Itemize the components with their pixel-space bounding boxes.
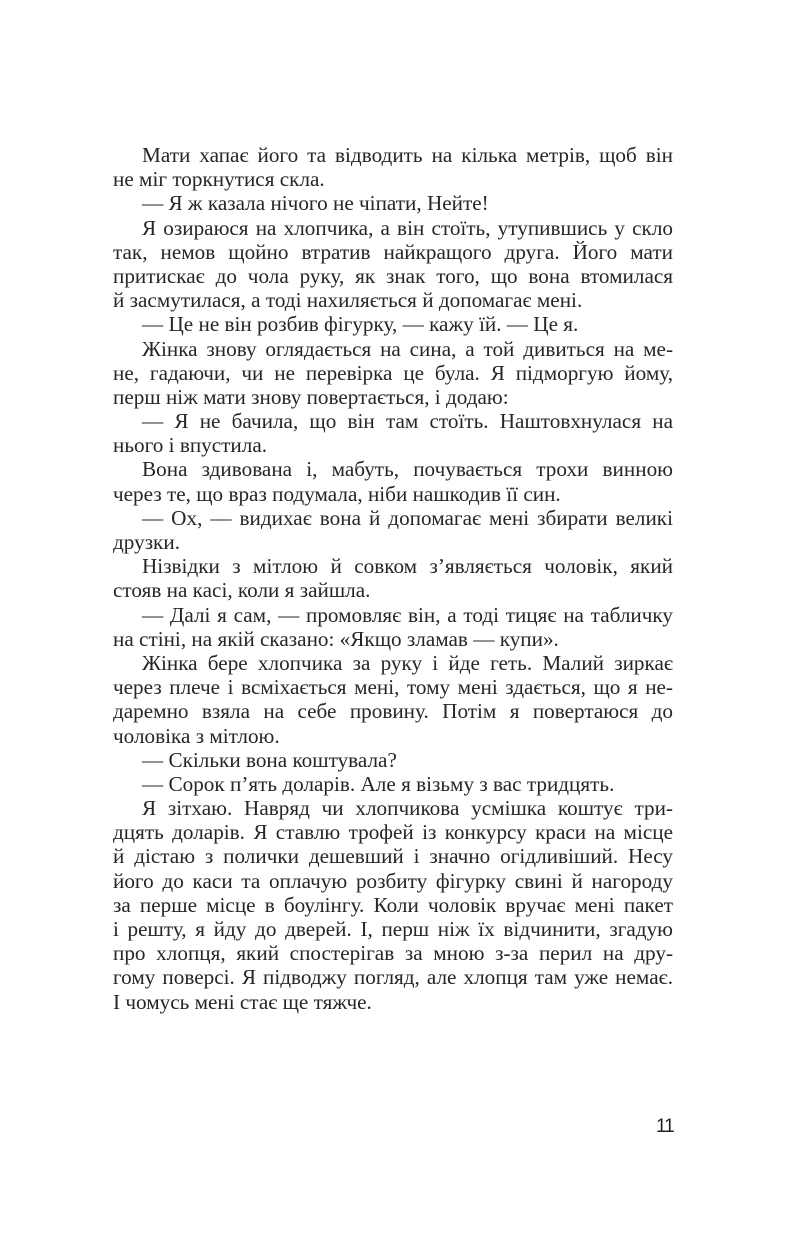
text-line: за перше місце в боулінгу. Коли чоловік вручає мені пакет xyxy=(113,892,673,917)
text-line: стояв на касі, коли я зайшла. xyxy=(113,578,371,603)
text-line: не міг торкнутися скла. xyxy=(113,167,325,192)
text-line: Мати хапає його та відводить на кілька метрів, щоб він xyxy=(142,143,673,167)
text-line: Жінка знову оглядається на сина, а той дивиться на ме- xyxy=(142,336,673,361)
text-line: — Ох, — видихає вона й допомагає мені збирати великі xyxy=(142,505,673,530)
text-line: даремно взяла на себе провину. Потім я повертаюся до xyxy=(113,699,673,724)
text-line: — Далі я сам, — промовляє він, а тоді тицяє на табличку xyxy=(142,602,673,627)
text-line: гому поверсі. Я підводжу погляд, але хлопця там уже немає. xyxy=(113,965,673,990)
text-line: чоловіка з мітлою. xyxy=(113,723,280,748)
text-line: — Скільки вона коштувала? xyxy=(142,747,397,772)
text-line: і решту, я йду до дверей. І, перш ніж їх відчинити, згадую xyxy=(113,917,673,941)
text-line: Я озираюся на хлопчика, а він стоїть, утупившись у скло xyxy=(142,215,673,240)
text-line: про хлопця, який спостерігав за мною з-за перил на дру- xyxy=(113,941,673,966)
text-line: нього і впустила. xyxy=(113,433,268,458)
text-line: — Я не бачила, що він там стоїть. Наштовхнулася на xyxy=(142,409,673,434)
text-line: його до каси та оплачую розбиту фігурку свині й нагороду xyxy=(113,868,673,893)
text-line: дцять доларів. Я ставлю трофей із конкурсу краси на місце xyxy=(113,820,673,845)
text-line: друзки. xyxy=(113,530,180,554)
text-line: через те, що враз подумала, ніби нашкодив її син. xyxy=(113,481,561,506)
text-line: — Це не він розбив фігурку, — кажу їй. — Це я. xyxy=(142,312,579,337)
text-line: — Сорок п’ять доларів. Але я візьму з вас тридцять. xyxy=(142,771,615,796)
text-line: Жінка бере хлопчика за руку і йде геть. Малий зиркає xyxy=(142,650,673,675)
text-line: так, немов щойно втратив найкращого друга. Його мати xyxy=(113,239,673,264)
text-line: — Я ж казала нічого не чіпати, Нейте! xyxy=(142,191,489,216)
text-line: й дістаю з полички дешевший і значно огідливіший. Несу xyxy=(113,844,673,869)
text-line: не, гадаючи, чи не перевірка це була. Я підморгую йому, xyxy=(113,360,673,385)
text-line: І чомусь мені стає ще тяжче. xyxy=(113,989,372,1014)
page-number: 11 xyxy=(656,1116,674,1137)
text-line: Вона здивована і, мабуть, почувається трохи винною xyxy=(142,457,673,482)
text-line: на стіні, на якій сказано: «Якщо зламав — купи». xyxy=(113,626,559,651)
text-line: перш ніж мати знову повертається, і додаю: xyxy=(113,384,509,409)
body-text xyxy=(113,143,673,1014)
text-line: Нізвідки з мітлою й совком з’являється чоловік, який xyxy=(142,554,673,579)
text-line: й засмутилася, а тоді нахиляється й допомагає мені. xyxy=(113,288,583,313)
text-line: притискає до чола руку, як знак того, що вона втомилася xyxy=(113,263,673,288)
text-line: Я зітхаю. Навряд чи хлопчикова усмішка коштує три- xyxy=(142,796,673,821)
text-line: через плече і всміхається мені, тому мені здається, що я не- xyxy=(113,675,673,700)
